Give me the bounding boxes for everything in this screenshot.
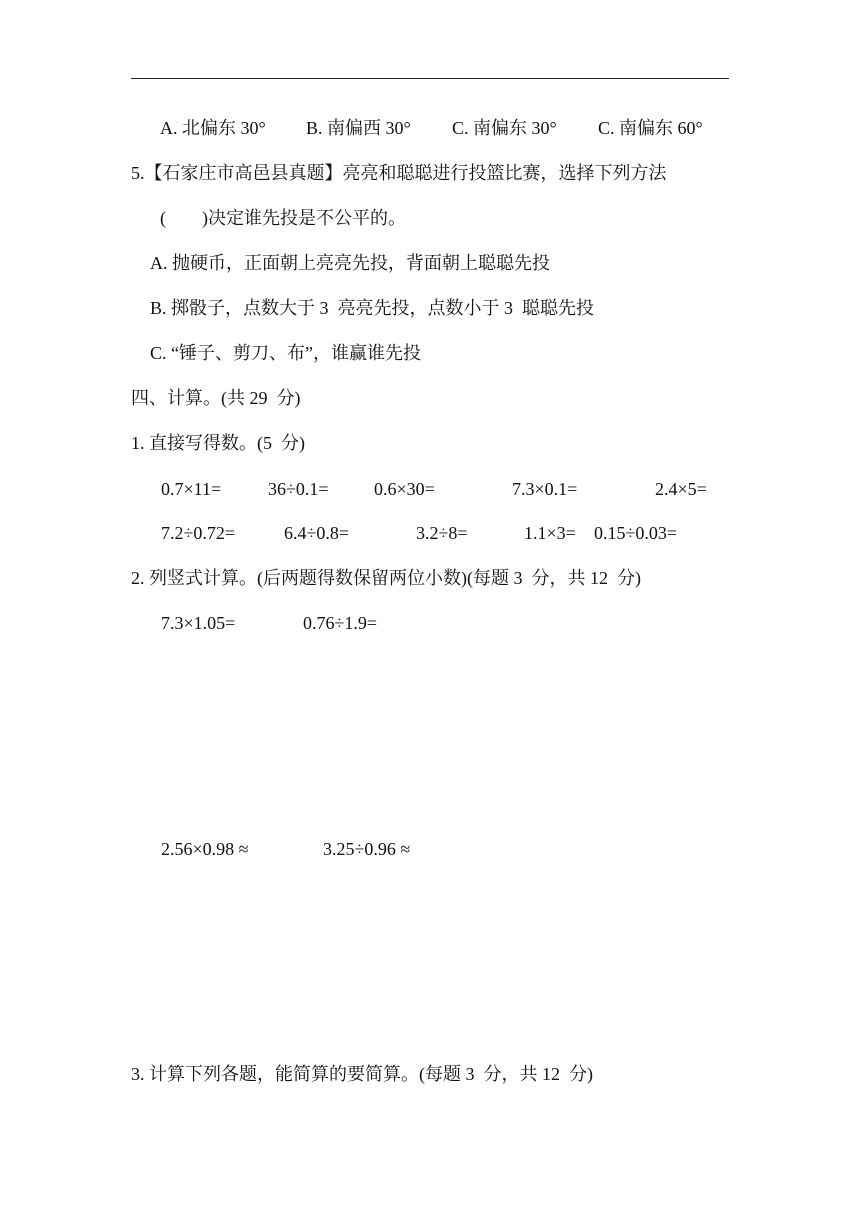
q5-stem-continued: ( )决定谁先投是不公平的。 [160, 208, 406, 228]
q3-title: 3. 计算下列各题，能简算的要简算。(每题 3 分，共 12 分) [131, 1064, 593, 1084]
q1-item: 7.3×0.1= [512, 479, 578, 499]
q2-item: 2.56×0.98 ≈ [161, 839, 249, 859]
q1-item: 0.6×30= [374, 479, 435, 499]
q4-option-b: B. 南偏西 30° [306, 118, 411, 138]
q1-item: 3.2÷8= [416, 523, 468, 543]
q1-title: 1. 直接写得数。(5 分) [131, 433, 305, 453]
q1-item: 7.2÷0.72= [161, 523, 236, 543]
q1-item: 0.15÷0.03= [594, 523, 678, 543]
section-4-title: 四、计算。(共 29 分) [131, 388, 301, 408]
q2-title: 2. 列竖式计算。(后两题得数保留两位小数)(每题 3 分，共 12 分) [131, 568, 641, 588]
q1-item: 36÷0.1= [268, 479, 329, 499]
q1-item: 6.4÷0.8= [284, 523, 350, 543]
q1-item: 2.4×5= [655, 479, 707, 499]
q4-option-c: C. 南偏东 30° [452, 118, 557, 138]
q4-option-a: A. 北偏东 30° [160, 118, 266, 138]
q4-option-d: C. 南偏东 60° [598, 118, 703, 138]
q5-option-b: B. 掷骰子，点数大于 3 亮亮先投，点数小于 3 聪聪先投 [150, 298, 595, 318]
q2-item: 7.3×1.05= [161, 613, 236, 633]
q5-option-c: C. “锤子、剪刀、布”，谁赢谁先投 [150, 343, 421, 363]
q2-item: 3.25÷0.96 ≈ [323, 839, 411, 859]
q1-item: 0.7×11= [161, 479, 222, 499]
header-rule [131, 78, 729, 79]
q5-stem: 5.【石家庄市高邑县真题】亮亮和聪聪进行投篮比赛，选择下列方法 [131, 163, 667, 183]
q1-item: 1.1×3= [524, 523, 576, 543]
q5-option-a: A. 抛硬币，正面朝上亮亮先投，背面朝上聪聪先投 [150, 253, 550, 273]
q2-item: 0.76÷1.9= [303, 613, 378, 633]
